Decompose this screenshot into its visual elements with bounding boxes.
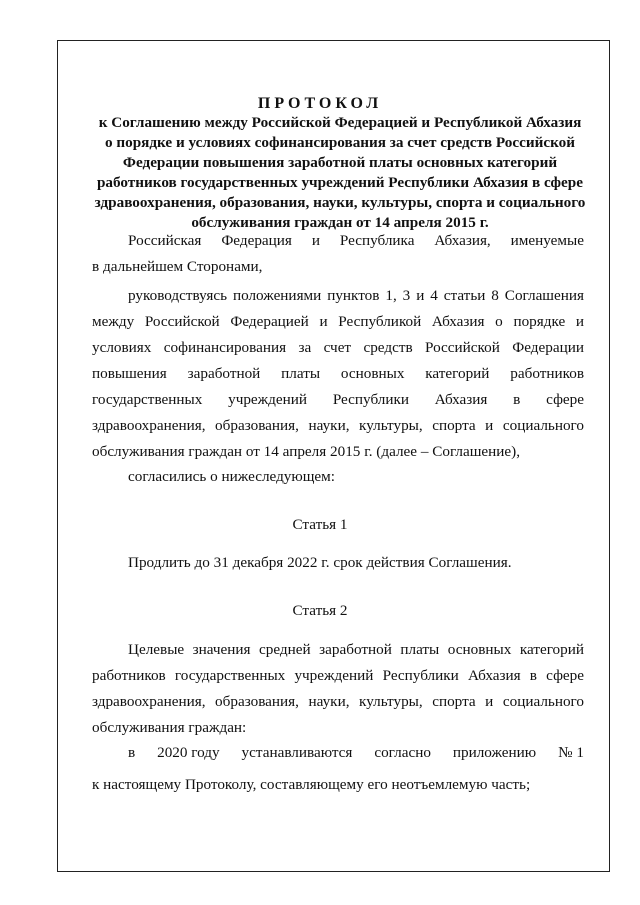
document-title: ПРОТОКОЛ [257, 95, 383, 112]
paragraph-guided-by: руководствуясь положениями пунктов 1, 3 и 4 статьи 8 Соглашения между Российской Федерацией и Республикой Абхазия о порядке и условиях софинансирования за счет средств Российской Федерации повышения заработной платы основных категорий работников государственных учреждений Республики Абхазия в сфере здравоохранения, образования, науки, культуры, спорта и социального обслуживания граждан от 14 апреля 2015 г. (далее – Соглашение), [92, 287, 584, 460]
article-2-text: Целевые значения средней заработной платы основных категорий работников государственных учреждений Республики Абхазия в сфере здравоохранения, образования, науки, культуры, спорта и социального обслуживания граждан: [92, 641, 584, 736]
word: и [311, 232, 320, 249]
word: согласно [374, 744, 431, 761]
heading-line: к Соглашению между Российской Федерацией и Республикой Абхазия [98, 114, 582, 131]
heading-line: обслуживания граждан от 14 апреля 2015 г. [191, 214, 489, 231]
word: 2020 году [157, 744, 220, 761]
heading-line: о порядке и условиях софинансирования за счет средств Российской [104, 134, 576, 151]
heading-line: здравоохранения, образования, науки, культуры, спорта и социального [94, 194, 586, 211]
paragraph-agreed: согласились о нижеследующем: [128, 468, 336, 485]
word: именуемые [510, 232, 584, 249]
word: Абхазия, [434, 232, 491, 249]
word: Федерация [221, 232, 292, 249]
word: Республика [339, 232, 415, 249]
article-2-item-line2: к настоящему Протоколу, составляющему его неотъемлемую часть; [92, 776, 531, 793]
paragraph-parties-line1 [128, 232, 584, 250]
word: в [128, 744, 136, 761]
heading-line: работников государственных учреждений Республики Абхазия в сфере [96, 174, 583, 191]
article-1-text: Продлить до 31 декабря 2022 г. срок действия Соглашения. [128, 554, 512, 571]
paragraph-parties-line2: в дальнейшем Сторонами, [92, 258, 263, 275]
word: устанавливаются [241, 744, 353, 761]
word: Российская [128, 232, 202, 249]
document-heading [80, 113, 600, 233]
article-2-item-line1 [128, 744, 584, 762]
word: приложению [452, 744, 537, 761]
article-1-heading: Статья 1 [292, 516, 348, 533]
article-2-heading: Статья 2 [292, 602, 348, 619]
word: № 1 [558, 744, 584, 761]
heading-line: Федерации повышения заработной платы основных категорий [122, 154, 558, 171]
